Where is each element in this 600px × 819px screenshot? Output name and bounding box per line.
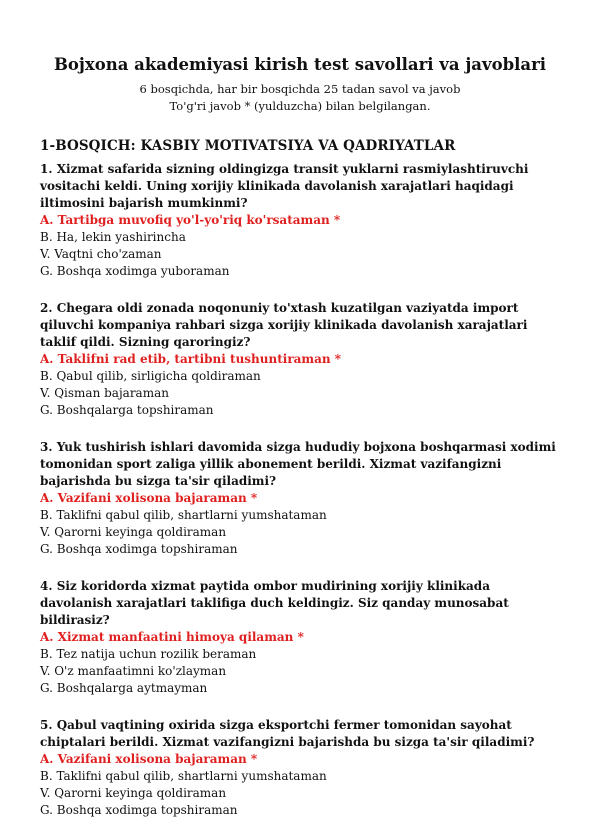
answer-option: V. Qarorni keyinga qoldiraman [40, 786, 227, 800]
question-block [40, 717, 560, 819]
question-text: 3. Yuk tushirish ishlari davomida sizga hududiy bojxona boshqarmasi xodimi tomonidan sport zaliga yillik abonement berildi. Xizmat vazifangizni bajarishda bu sizga ta'sir qiladimi? [40, 440, 556, 488]
question-block [40, 439, 560, 558]
answer-option: G. Boshqalarga aytmayman [40, 681, 208, 695]
answer-option-correct: A. Tartibga muvofiq yo'l-yo'riq ko'rsataman * [40, 213, 341, 227]
answer-option-correct: A. Vazifani xolisona bajaraman * [40, 491, 258, 505]
section-title: 1-BOSQICH: KASBIY MOTIVATSIYA VA QADRIYATLAR [40, 138, 456, 154]
question-block [40, 161, 560, 280]
question-text: 2. Chegara oldi zonada noqonuniy to'xtash kuzatilgan vaziyatda import qiluvchi kompaniya rahbari sizga xorijiy klinikada davolanish xarajatlari taklif qildi. Sizning qaroringiz? [40, 301, 528, 349]
document-subtitle-legend: To'g'ri javob * (yulduzcha) bilan belgilangan. [169, 99, 431, 113]
answer-option: V. Qisman bajaraman [40, 386, 169, 400]
answer-option: V. Qarorni keyinga qoldiraman [40, 525, 227, 539]
question-block [40, 300, 560, 419]
question-text: 4. Siz koridorda xizmat paytida ombor mudirining xorijiy klinikada davolanish xarajatlari taklifiga duch keldingiz. Siz qanday munosabat bildirasiz? [40, 579, 509, 627]
answer-option-correct: A. Vazifani xolisona bajaraman * [40, 752, 258, 766]
answer-option: G. Boshqa xodimga yuboraman [40, 264, 230, 278]
answer-option: G. Boshqalarga topshiraman [40, 403, 214, 417]
answer-option: B. Ha, lekin yashirincha [40, 230, 186, 244]
question-text: 1. Xizmat safarida sizning oldingizga transit yuklarni rasmiylashtiruvchi vositachi keldi. Uning xorijiy klinikada davolanish xarajatlari haqidagi iltimosini bajarish mumkinmi? [40, 162, 529, 210]
document-subtitle-count: 6 bosqichda, har bir bosqichda 25 tadan savol va javob [139, 82, 461, 96]
answer-option: G. Boshqa xodimga topshiraman [40, 803, 238, 817]
document-title: Bojxona akademiyasi kirish test savollari va javoblari [53, 55, 547, 74]
answer-option: B. Qabul qilib, sirligicha qoldiraman [40, 369, 261, 383]
answer-option-correct: A. Taklifni rad etib, tartibni tushuntiraman * [40, 352, 342, 366]
answer-option: G. Boshqa xodimga topshiraman [40, 542, 238, 556]
answer-option: V. Vaqtni cho'zaman [40, 247, 162, 261]
answer-option: B. Tez natija uchun rozilik beraman [40, 647, 257, 661]
answer-option: B. Taklifni qabul qilib, shartlarni yumshataman [40, 508, 327, 522]
answer-option: V. O'z manfaatimni ko'zlayman [40, 664, 227, 678]
answer-option: B. Taklifni qabul qilib, shartlarni yumshataman [40, 769, 327, 783]
question-block [40, 578, 560, 697]
answer-option-correct: A. Xizmat manfaatini himoya qilaman * [40, 630, 304, 644]
question-text: 5. Qabul vaqtining oxirida sizga eksportchi fermer tomonidan sayohat chiptalari berildi. Xizmat vazifangizni bajarishda bu sizga ta'sir qiladimi? [40, 718, 535, 749]
